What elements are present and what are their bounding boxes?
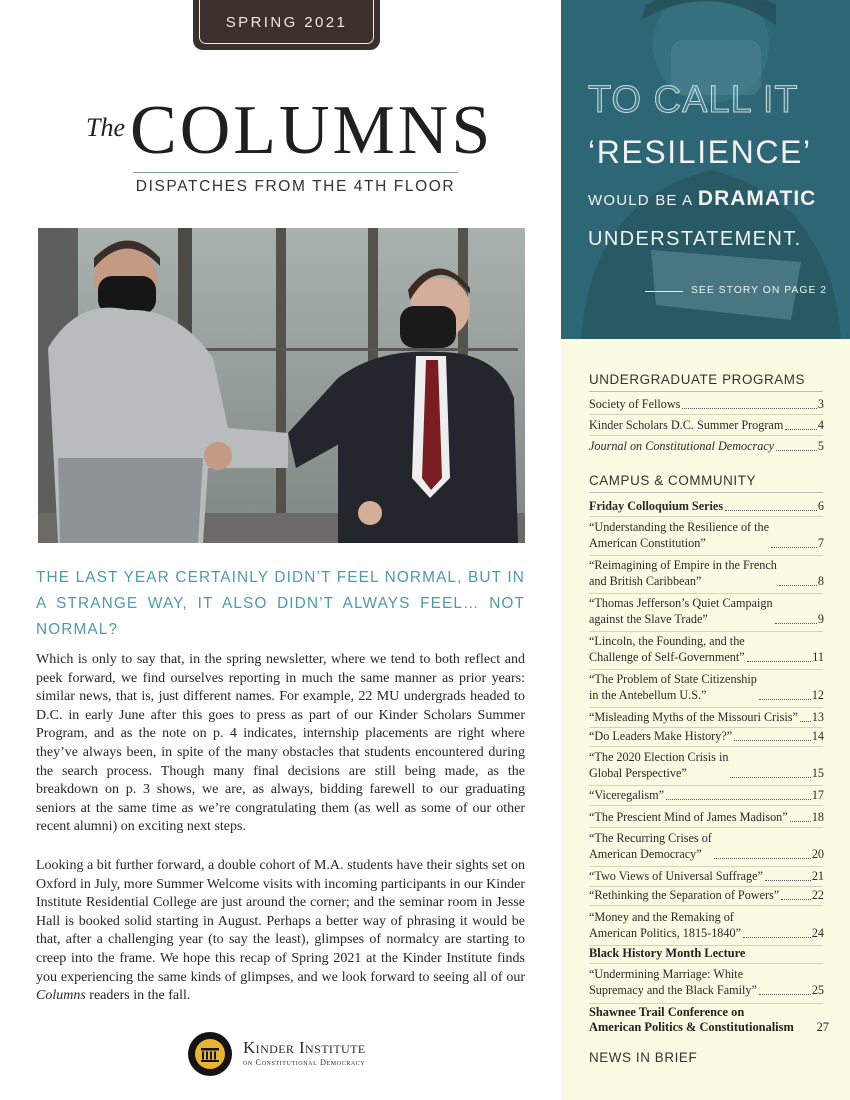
toc-entry-title: Shawnee Trail Conference on (589, 1005, 745, 1019)
toc-entry[interactable] (589, 557, 824, 589)
toc-page-number: 24 (811, 926, 824, 940)
toc-entry-bhm-lecture[interactable] (589, 966, 824, 998)
toc-entry[interactable] (589, 728, 824, 744)
toc-page-number: 7 (817, 536, 824, 550)
toc-section-rule (589, 391, 823, 392)
toc-separator (589, 866, 823, 867)
toc-leader-dots (682, 408, 817, 409)
toc-entry[interactable] (589, 887, 824, 903)
see-story-link[interactable]: SEE STORY ON PAGE 2 (691, 285, 828, 296)
toc-section-news[interactable]: NEWS IN BRIEF (589, 1050, 698, 1065)
toc-leader-dots (734, 740, 811, 741)
intro-paragraph-2 (36, 857, 525, 1006)
toc-entry[interactable] (589, 519, 824, 551)
logo-subtitle: on Constitutional Democracy (243, 1058, 366, 1067)
toc-entry[interactable] (589, 396, 824, 412)
toc-separator (589, 631, 823, 632)
toc-separator (589, 516, 823, 517)
toc-leader-dots (730, 777, 810, 778)
toc-page-number: 3 (817, 397, 824, 411)
toc-entry-title: “Two Views of Universal Suffrage” (589, 869, 763, 883)
toc-entry[interactable] (589, 417, 824, 433)
toc-entry-title: Journal on Constitutional Democracy (589, 439, 775, 453)
season-tab (193, 0, 380, 50)
toc-page-number: 11 (812, 650, 824, 664)
toc-separator (589, 746, 823, 747)
toc-leader-dots (747, 661, 812, 662)
toc-page-number: 13 (811, 710, 824, 724)
toc-leader-dots (666, 799, 811, 800)
toc-separator (589, 827, 823, 828)
toc-entry[interactable] (589, 830, 824, 862)
toc-leader-dots (779, 585, 817, 586)
intro-paragraph: Which is only to say that, in the spring newsletter, where we tend to both reflect and peek forward, we find ourselves reporting in much the same manner as prior years: similar news, that is, just different names. For example, 22 MU undergrads headed to D.C. in early June after this goes to press as part of our Kinder Scholars Summer Program, and as the note on p. 4 indicates, internship placements are right where they’ve always been, in spite of the many obstacles that students encountered during the search process. Though many final decisions are still being made, as the breakdown on p. 3 shows, we are, as always, bidding farewell to our graduating seniors at the same time as we’re congratulating them (as well as some of our other recent alumni) on exciting next steps. (36, 652, 525, 835)
toc-page-number: 22 (811, 888, 824, 902)
table-of-contents (561, 339, 850, 1100)
masthead-the: The (86, 113, 125, 142)
toc-entry-title: “Money and the Remaking of American Politics, 1815-1840” (589, 910, 741, 940)
feature-line-2: ‘RESILIENCE’ (588, 134, 812, 170)
newsletter-name: Columns (36, 988, 86, 1004)
toc-separator (589, 805, 823, 806)
paragraph-text: Looking a bit further forward, a double cohort of M.A. students have their sights set on Oxford in July, more Summer Welcome visits with incoming participants in our Kinder Institute Residential College are just around the corner; and the seminar room in Jesse Hall is booked solid starting in August. Perhaps a better way of phrasing it would be that, after a challenging year (to say the least), glimpses of normalcy are starting to creep into the frame. We hope this recap of Spring 2021 at the Kinder Institute finds you experiencing the same kinds of glimpses, and we look forward to seeing all of our (36, 858, 525, 985)
toc-entry-title: American Politics & Constitutionalism (589, 1020, 794, 1034)
toc-entry[interactable] (589, 709, 824, 725)
toc-page-number: 17 (811, 788, 824, 802)
toc-separator (589, 707, 823, 708)
toc-separator (589, 414, 823, 415)
toc-page-number: 8 (817, 574, 824, 588)
toc-entry-title: “Undermining Marriage: White Supremacy and the Black Family” (589, 967, 757, 997)
toc-leader-dots (781, 899, 811, 900)
toc-entry-shawnee-trail[interactable] (589, 1005, 829, 1035)
toc-page-number: 14 (811, 729, 824, 743)
toc-separator (589, 555, 823, 556)
toc-leader-dots (759, 699, 811, 700)
season-label: SPRING 2021 (225, 14, 348, 31)
toc-entry-title: “The Recurring Crises of American Democracy” (589, 831, 712, 861)
feature-rule (645, 291, 683, 292)
toc-separator (589, 785, 823, 786)
toc-entry-title: “The 2020 Election Crisis in Global Perspective” (589, 750, 729, 780)
toc-leader-dots (725, 510, 817, 511)
feature-teaser[interactable] (561, 0, 850, 339)
toc-separator (589, 905, 823, 906)
toc-leader-dots (776, 450, 817, 451)
toc-entry-title: “Reimagining of Empire in the French and British Caribbean” (589, 558, 777, 588)
toc-entry-title: Society of Fellows (589, 397, 681, 411)
toc-entry[interactable] (589, 438, 824, 454)
toc-entry-title: Friday Colloquium Series (589, 499, 724, 513)
toc-leader-dots (785, 429, 817, 430)
toc-leader-dots (714, 858, 811, 859)
toc-page-number: 9 (817, 612, 824, 626)
toc-page-number: 21 (811, 869, 824, 883)
toc-entry-bhm-header[interactable]: Black History Month Lecture (589, 946, 746, 960)
toc-page-number: 5 (817, 439, 824, 453)
toc-page-number: 27 (816, 1020, 829, 1034)
toc-page-number: 18 (811, 810, 824, 824)
toc-separator (589, 963, 823, 964)
toc-page-number: 25 (811, 983, 824, 997)
toc-entry-friday-colloquium[interactable] (589, 498, 824, 514)
toc-leader-dots (800, 721, 811, 722)
paragraph-text-end: readers in the fall. (85, 988, 191, 1004)
feature-line-3 (588, 187, 816, 211)
toc-section-undergraduate: UNDERGRADUATE PROGRAMS (589, 372, 806, 387)
feature-line-3-emphasis: DRAMATIC (697, 187, 817, 210)
toc-entry-title: “Viceregalism” (589, 788, 665, 802)
masthead-subtitle: DISPATCHES FROM THE 4TH FLOOR (135, 178, 456, 195)
feature-line-3-prefix: WOULD BE A (588, 192, 698, 209)
toc-entry-title: “Rethinking the Separation of Powers” (589, 888, 780, 902)
intro-heading: THE LAST YEAR CERTAINLY DIDN’T FEEL NORMAL, BUT IN A STRANGE WAY, IT ALSO DIDN’T ALWAYS FEEL… NOT NORMAL? (36, 569, 525, 638)
toc-entry[interactable] (589, 809, 824, 825)
toc-entry-title: “Do Leaders Make History?” (589, 729, 733, 743)
toc-entry-title: “Misleading Myths of the Missouri Crisis” (589, 710, 798, 724)
toc-entry[interactable] (589, 909, 824, 941)
feature-line-4: UNDERSTATEMENT. (588, 228, 802, 250)
toc-leader-dots (790, 821, 811, 822)
toc-entry[interactable] (589, 671, 824, 703)
masthead-rule (133, 172, 458, 173)
toc-entry-title: “Thomas Jefferson’s Quiet Campaign against the Slave Trade” (589, 596, 773, 626)
toc-entry[interactable] (589, 633, 824, 665)
toc-section-campus: CAMPUS & COMMUNITY (589, 473, 757, 488)
toc-entry[interactable] (589, 749, 824, 781)
toc-leader-dots (765, 880, 811, 881)
masthead-title: COLUMNS (130, 92, 494, 169)
toc-leader-dots (775, 623, 817, 624)
toc-separator (589, 669, 823, 670)
toc-separator (589, 1003, 823, 1004)
toc-page-number: 20 (811, 847, 824, 861)
feature-line-1: TO CALL IT (588, 79, 799, 121)
toc-entry[interactable] (589, 787, 824, 803)
logo-name: Kinder Institute (243, 1038, 366, 1057)
cover-photo (38, 228, 525, 543)
toc-leader-dots (759, 994, 811, 995)
kinder-institute-seal-icon (187, 1031, 233, 1077)
toc-page-number: 12 (811, 688, 824, 702)
toc-section-rule (589, 492, 823, 493)
toc-separator (589, 435, 823, 436)
toc-page-number: 15 (811, 766, 824, 780)
toc-page-number: 6 (817, 499, 824, 513)
toc-entry-title: Kinder Scholars D.C. Summer Program (589, 418, 784, 432)
toc-entry-title: “The Prescient Mind of James Madison” (589, 810, 788, 824)
toc-entry-title: “Understanding the Resilience of the American Constitution” (589, 520, 770, 550)
toc-leader-dots (743, 937, 811, 938)
toc-leader-dots (771, 547, 817, 548)
toc-page-number: 4 (817, 418, 824, 432)
toc-entry-title: “Lincoln, the Founding, and the Challenge of Self-Government” (589, 634, 745, 664)
toc-entry[interactable] (589, 868, 824, 884)
toc-entry[interactable] (589, 595, 824, 627)
toc-entry-title: “The Problem of State Citizenship in the Antebellum U.S.” (589, 672, 757, 702)
toc-separator (589, 593, 823, 594)
elbow-bump-photo-illustration (38, 228, 525, 543)
